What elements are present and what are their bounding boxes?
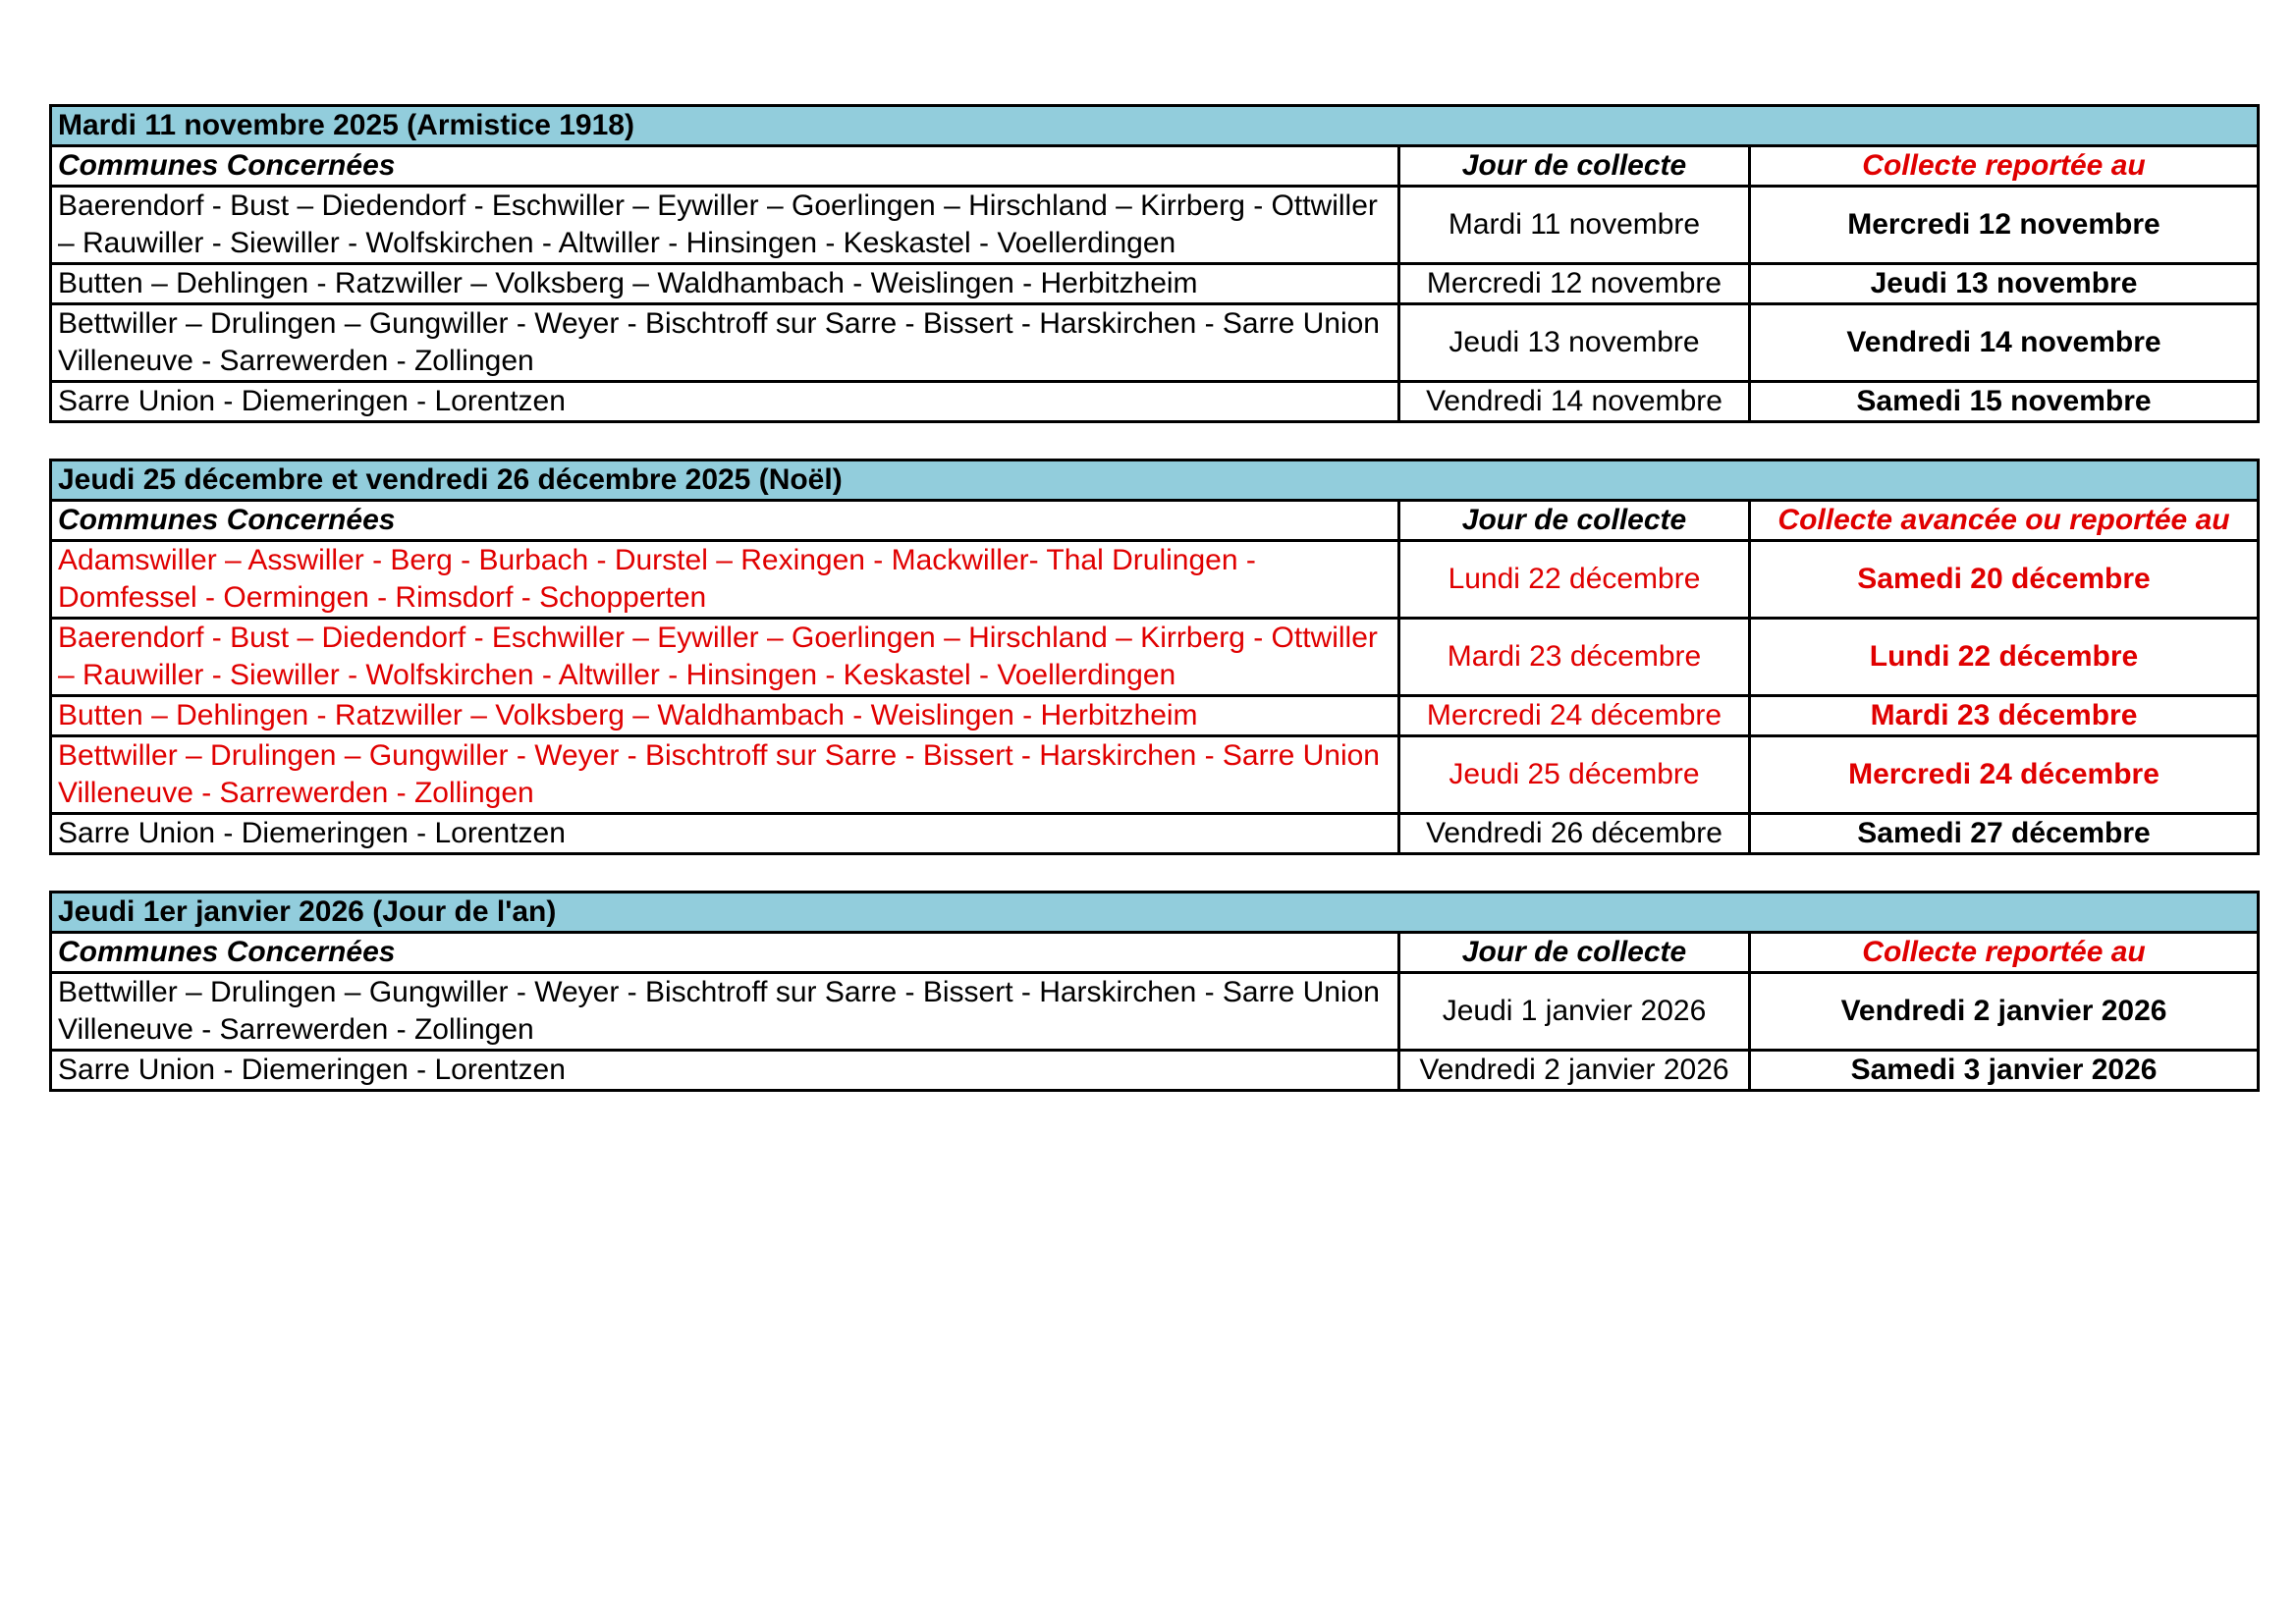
holiday-title: Jeudi 1er janvier 2026 (Jour de l'an): [51, 893, 2259, 933]
column-header-row: [51, 501, 2259, 541]
collection-day-cell: Vendredi 2 janvier 2026: [1399, 1051, 1750, 1091]
rescheduled-day-cell: Samedi 20 décembre: [1750, 541, 2259, 619]
rescheduled-day-cell: Mercredi 24 décembre: [1750, 736, 2259, 814]
communes-cell: Baerendorf - Bust – Diedendorf - Eschwiller – Eywiller – Goerlingen – Hirschland – Kirrberg - Ottwiller – Rauwiller - Siewiller - Wolfskirchen - Altwiller - Hinsingen - Keskastel - Voellerdingen: [51, 187, 1399, 264]
table-row: [51, 696, 2259, 736]
table-row: [51, 1051, 2259, 1091]
rescheduled-day-cell: Mercredi 12 novembre: [1750, 187, 2259, 264]
communes-cell: Bettwiller – Drulingen – Gungwiller - Weyer - Bischtroff sur Sarre - Bissert - Harskirchen - Sarre Union Villeneuve - Sarrewerden - Zollingen: [51, 736, 1399, 814]
header-jour-de-collecte: Jour de collecte: [1399, 933, 1750, 973]
collection-day-cell: Lundi 22 décembre: [1399, 541, 1750, 619]
communes-cell: Baerendorf - Bust – Diedendorf - Eschwiller – Eywiller – Goerlingen – Hirschland – Kirrberg - Ottwiller – Rauwiller - Siewiller - Wolfskirchen - Altwiller - Hinsingen - Keskastel - Voellerdingen: [51, 619, 1399, 696]
table-row: [51, 619, 2259, 696]
table-row: [51, 973, 2259, 1051]
collection-day-cell: Jeudi 1 janvier 2026: [1399, 973, 1750, 1051]
header-collecte-reportee: Collecte reportée au: [1750, 146, 2259, 187]
header-collecte-reportee: Collecte avancée ou reportée au: [1750, 501, 2259, 541]
collection-day-cell: Mardi 11 novembre: [1399, 187, 1750, 264]
collection-day-cell: Jeudi 13 novembre: [1399, 304, 1750, 382]
column-header-row: [51, 146, 2259, 187]
holiday-title-row: [51, 893, 2259, 933]
header-communes: Communes Concernées: [51, 146, 1399, 187]
communes-cell: Bettwiller – Drulingen – Gungwiller - Weyer - Bischtroff sur Sarre - Bissert - Harskirchen - Sarre Union Villeneuve - Sarrewerden - Zollingen: [51, 973, 1399, 1051]
rescheduled-day-cell: Vendredi 14 novembre: [1750, 304, 2259, 382]
rescheduled-day-cell: Jeudi 13 novembre: [1750, 264, 2259, 304]
communes-cell: Butten – Dehlingen - Ratzwiller – Volksberg – Waldhambach - Weislingen - Herbitzheim: [51, 264, 1399, 304]
collection-day-cell: Mercredi 12 novembre: [1399, 264, 1750, 304]
holiday-title: Jeudi 25 décembre et vendredi 26 décembre 2025 (Noël): [51, 460, 2259, 501]
rescheduled-day-cell: Vendredi 2 janvier 2026: [1750, 973, 2259, 1051]
table-row: [51, 264, 2259, 304]
communes-cell: Sarre Union - Diemeringen - Lorentzen: [51, 1051, 1399, 1091]
column-header-row: [51, 933, 2259, 973]
collection-day-cell: Vendredi 26 décembre: [1399, 814, 1750, 854]
table-row: [51, 187, 2259, 264]
table-row: [51, 814, 2259, 854]
collection-day-cell: Mercredi 24 décembre: [1399, 696, 1750, 736]
holiday-title: Mardi 11 novembre 2025 (Armistice 1918): [51, 106, 2259, 146]
rescheduled-day-cell: Samedi 27 décembre: [1750, 814, 2259, 854]
header-communes: Communes Concernées: [51, 933, 1399, 973]
collection-day-cell: Mardi 23 décembre: [1399, 619, 1750, 696]
rescheduled-day-cell: Lundi 22 décembre: [1750, 619, 2259, 696]
communes-cell: Adamswiller – Asswiller - Berg - Burbach - Durstel – Rexingen - Mackwiller- Thal Drulingen - Domfessel - Oermingen - Rimsdorf - Schopperten: [51, 541, 1399, 619]
table-row: [51, 736, 2259, 814]
communes-cell: Bettwiller – Drulingen – Gungwiller - Weyer - Bischtroff sur Sarre - Bissert - Harskirchen - Sarre Union Villeneuve - Sarrewerden - Zollingen: [51, 304, 1399, 382]
communes-cell: Sarre Union - Diemeringen - Lorentzen: [51, 382, 1399, 422]
communes-cell: Butten – Dehlingen - Ratzwiller – Volksberg – Waldhambach - Weislingen - Herbitzheim: [51, 696, 1399, 736]
rescheduled-day-cell: Samedi 3 janvier 2026: [1750, 1051, 2259, 1091]
table-row: [51, 541, 2259, 619]
collection-day-cell: Vendredi 14 novembre: [1399, 382, 1750, 422]
header-jour-de-collecte: Jour de collecte: [1399, 501, 1750, 541]
holiday-schedule-table: [49, 459, 2260, 855]
rescheduled-day-cell: Mardi 23 décembre: [1750, 696, 2259, 736]
holiday-title-row: [51, 106, 2259, 146]
table-row: [51, 382, 2259, 422]
rescheduled-day-cell: Samedi 15 novembre: [1750, 382, 2259, 422]
communes-cell: Sarre Union - Diemeringen - Lorentzen: [51, 814, 1399, 854]
holiday-schedule-table: [49, 104, 2260, 423]
holiday-title-row: [51, 460, 2259, 501]
header-collecte-reportee: Collecte reportée au: [1750, 933, 2259, 973]
table-row: [51, 304, 2259, 382]
collection-day-cell: Jeudi 25 décembre: [1399, 736, 1750, 814]
header-communes: Communes Concernées: [51, 501, 1399, 541]
header-jour-de-collecte: Jour de collecte: [1399, 146, 1750, 187]
collection-schedule: [49, 104, 2257, 1127]
holiday-schedule-table: [49, 891, 2260, 1092]
